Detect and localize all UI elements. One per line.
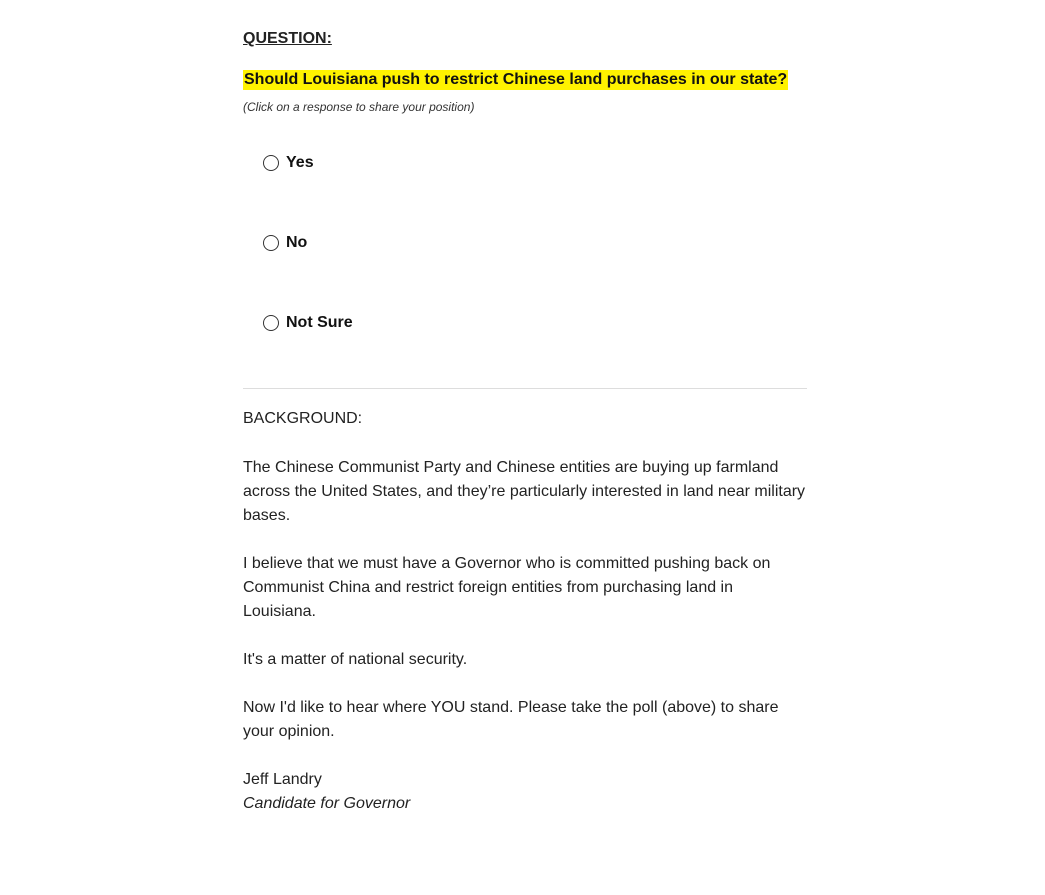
radio-circle-icon[interactable] (263, 315, 279, 331)
poll-instructions: (Click on a response to share your position) (243, 100, 475, 114)
poll-option-label[interactable]: No (286, 234, 308, 251)
poll-option-no[interactable] (263, 234, 307, 252)
question-text (243, 71, 788, 89)
background-paragraph: It's a matter of national security. (243, 651, 468, 668)
background-paragraph: Now I'd like to hear where YOU stand. Please take the poll (above) to share your opinion. (243, 699, 779, 740)
question-label: QUESTION: (243, 30, 332, 47)
background-paragraph: I believe that we must have a Governor who is committed pushing back on Communist China and restrict foreign entities from purchasing land in Louisiana. (243, 555, 771, 620)
poll-option-label[interactable]: Not Sure (286, 314, 353, 331)
radio-circle-icon[interactable] (263, 235, 279, 251)
question-text-highlight: Should Louisiana push to restrict Chinese land purchases in our state? (244, 71, 788, 88)
background-label: BACKGROUND: (243, 410, 363, 427)
poll-option-yes[interactable] (263, 154, 314, 172)
poll-option-not-sure[interactable] (263, 314, 353, 332)
signer-title: Candidate for Governor (243, 795, 411, 812)
poll-option-label[interactable]: Yes (286, 154, 314, 171)
background-paragraph: The Chinese Communist Party and Chinese entities are buying up farmland across the United States, and they’re particularly interested in land near military bases. (243, 459, 806, 524)
radio-circle-icon[interactable] (263, 155, 279, 171)
section-divider (243, 388, 807, 389)
signer-name: Jeff Landry (243, 771, 322, 788)
